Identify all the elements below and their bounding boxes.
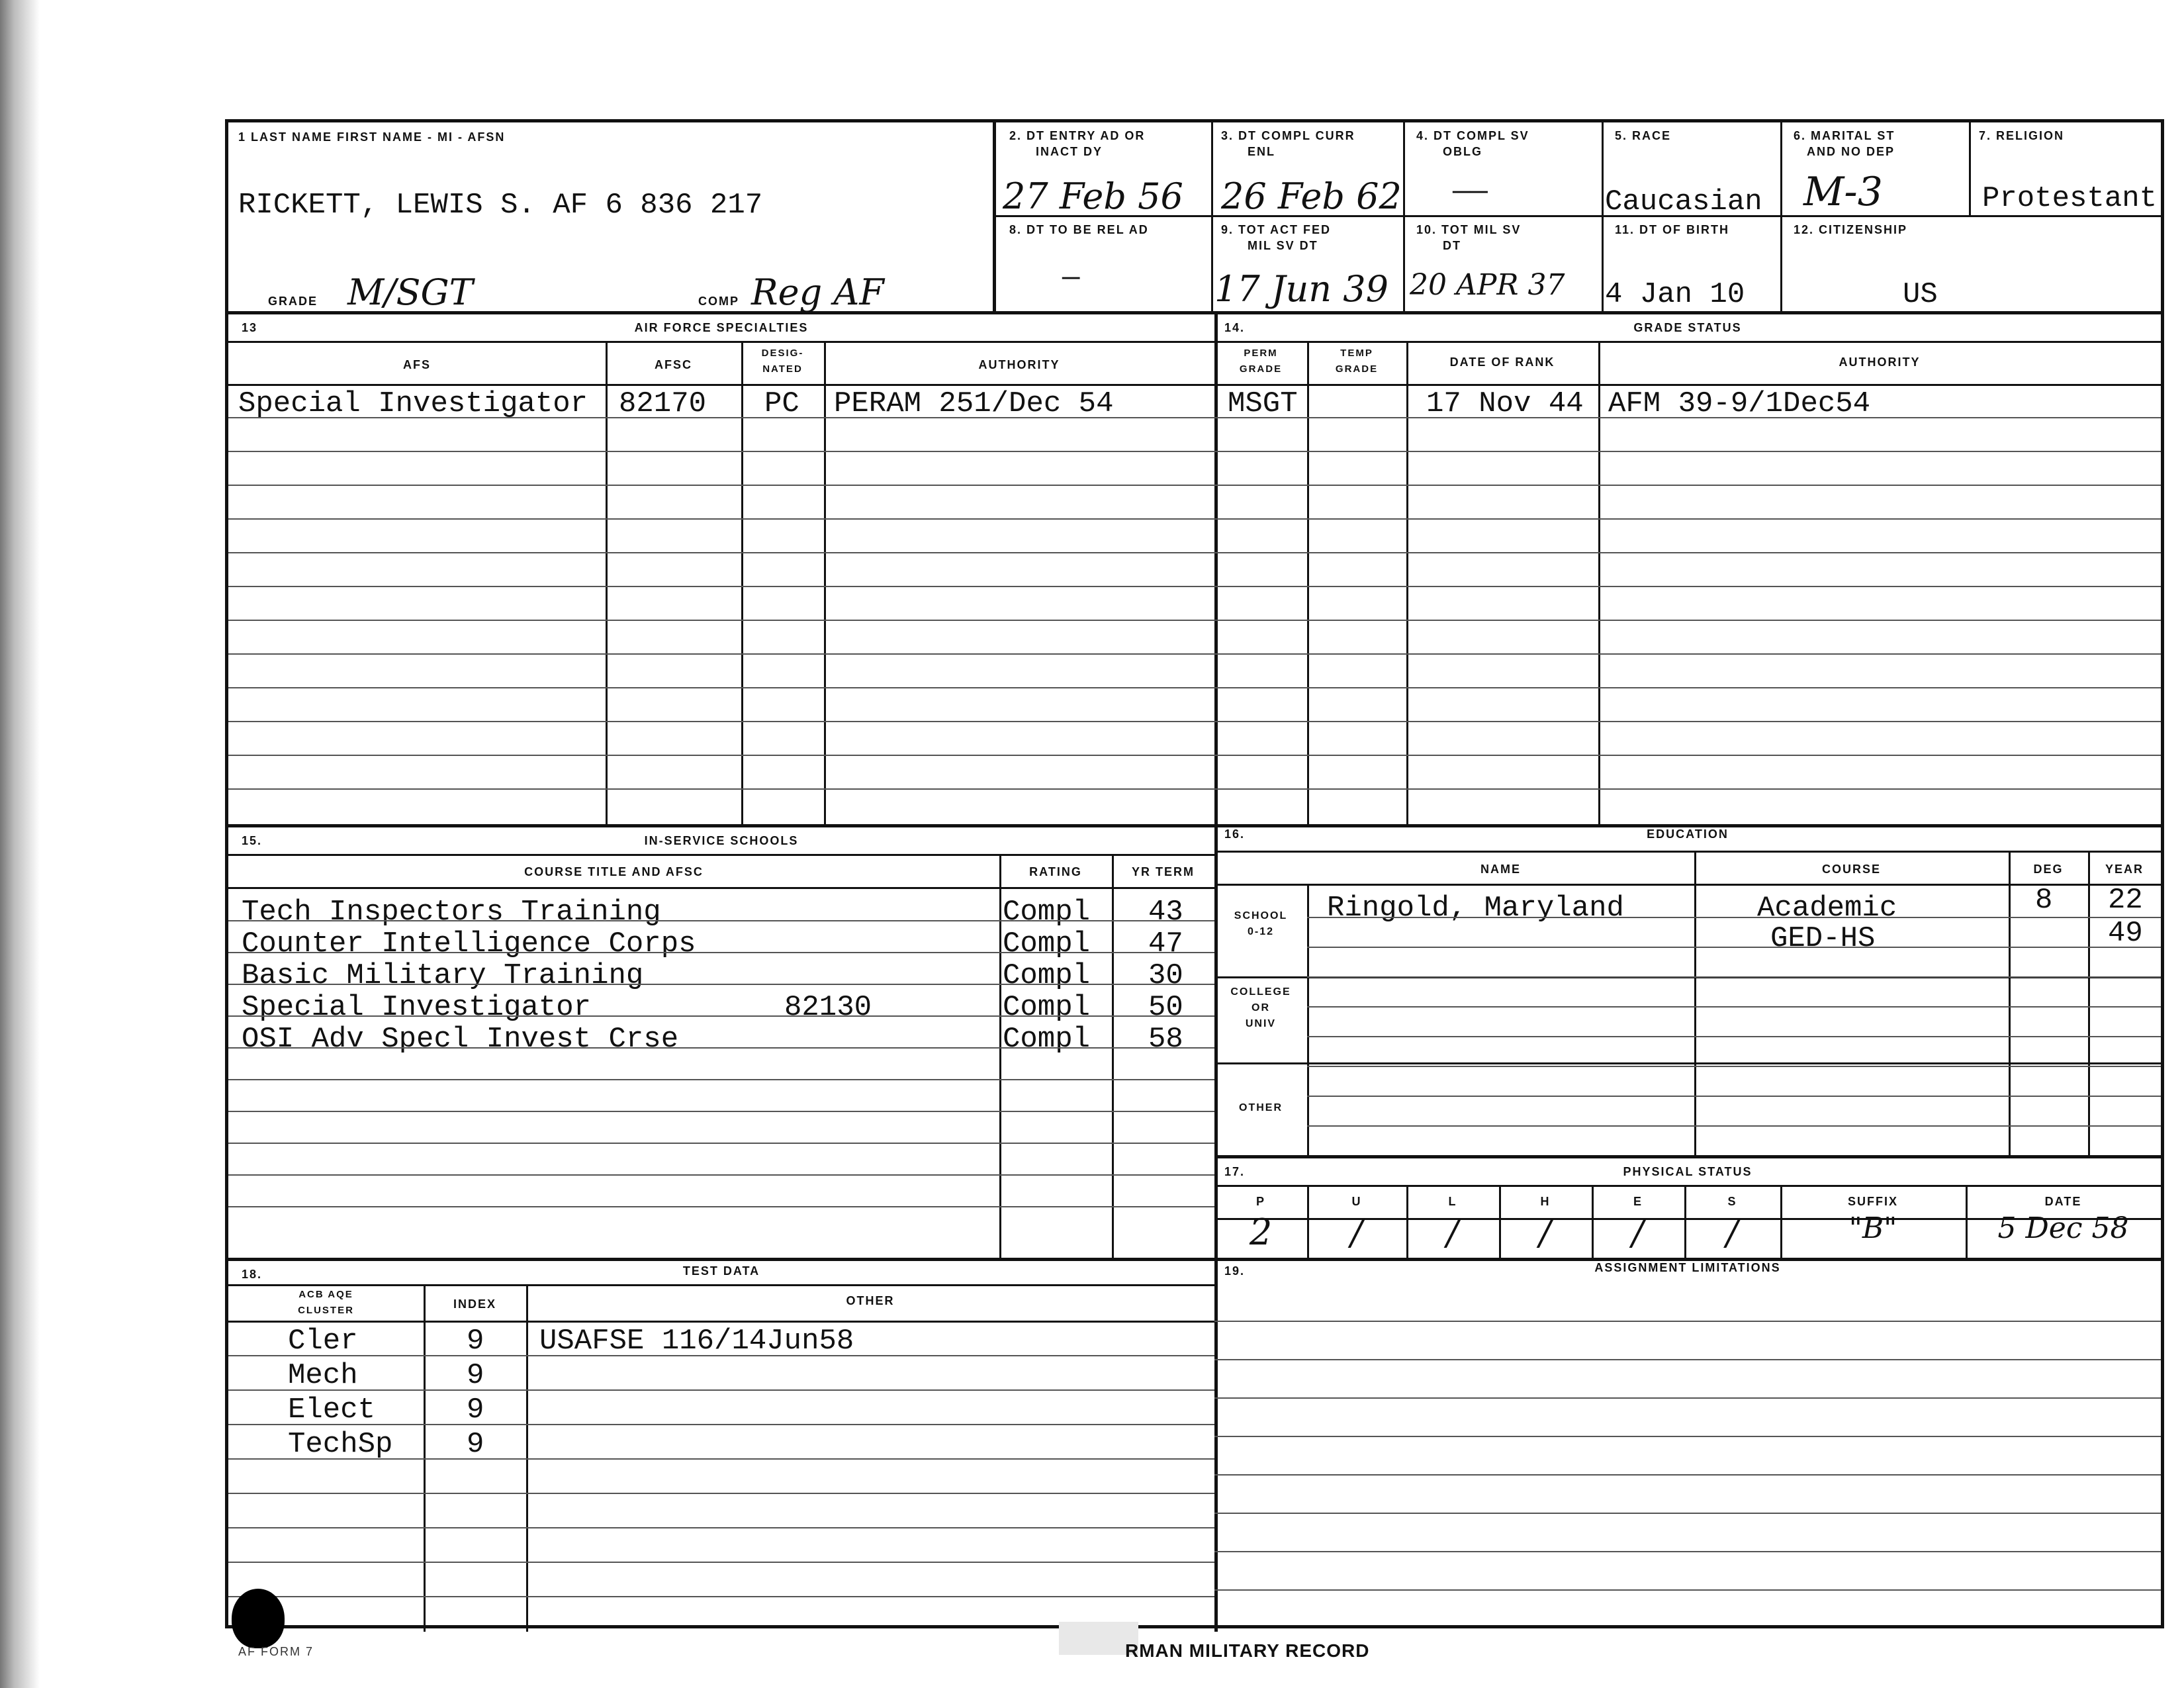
sec15-row3-yr: 30: [1148, 959, 1183, 992]
tot-mil-label-2: DT: [1443, 239, 1461, 252]
sec14-row1-date: 17 Nov 44: [1426, 387, 1584, 420]
sec18-subheader-rule: [228, 1284, 1214, 1286]
sec15-row-rule-9: [228, 1174, 1214, 1176]
sec17-value-s: /: [1726, 1211, 1739, 1253]
sec13-14-row-rule-3: [228, 485, 2161, 486]
sec16-title: EDUCATION: [1647, 827, 1729, 841]
sec14-col-date: DATE OF RANK: [1449, 355, 1555, 369]
sec18-row-rule-7: [228, 1562, 1214, 1563]
sec14-col-div-1: [1307, 341, 1309, 824]
sec13-14-row-rule-4: [228, 518, 2161, 520]
sec14-col-perm-2: GRADE: [1239, 363, 1283, 375]
religion-value: Protestant: [1982, 182, 2158, 215]
sec18-row4-cluster: TechSp: [288, 1428, 393, 1461]
dt-compl-curr-label-2: ENL: [1248, 145, 1275, 158]
sec13-14-row-rule-9: [228, 687, 2161, 688]
header-divider-2: [1211, 122, 1213, 314]
sec15-row4-afsc: 82130: [784, 991, 872, 1024]
sec17-num: 17.: [1224, 1165, 1246, 1178]
marital-label-1: 6. MARITAL ST: [1794, 129, 1895, 142]
sec16-row-rule-5: [1307, 1036, 2161, 1037]
sec15-row-rule-10: [228, 1206, 1214, 1207]
sec19-row-rule-6: [1214, 1513, 2161, 1514]
grade-label: GRADE: [268, 295, 318, 308]
sec18-row4-index: 9: [467, 1428, 484, 1461]
sec19-title: ASSIGNMENT LIMITATIONS: [1594, 1261, 1781, 1274]
sec14-num: 14.: [1224, 321, 1246, 334]
sec13-col-div-2: [741, 341, 743, 824]
footer-record-title: RMAN MILITARY RECORD: [1125, 1640, 1370, 1661]
sec16-col-div-2: [1694, 851, 1696, 1155]
sec15-num: 15.: [242, 834, 263, 847]
sec13-col-desig-1: DESIG-: [761, 348, 804, 359]
sec18-col-other: OTHER: [846, 1294, 895, 1307]
comp-value: Reg AF: [751, 271, 884, 313]
sec14-col-temp-2: GRADE: [1335, 363, 1379, 375]
sec16-row-rule-6: [1307, 1066, 2161, 1067]
header-bottom-rule: [228, 311, 2161, 314]
sec15-row1-yr: 43: [1148, 896, 1183, 929]
sec19-row-rule-3: [1214, 1397, 2161, 1399]
sec16-school-name: Ringold, Maryland: [1327, 892, 1624, 925]
sec17-col-p: P: [1255, 1195, 1265, 1208]
citizenship-label: 12. CITIZENSHIP: [1794, 223, 1908, 236]
sec17-value-l: /: [1446, 1211, 1459, 1253]
sec13-col-div-3: [824, 341, 826, 824]
sec15-colheader-rule: [228, 887, 1214, 889]
sec16-colheader-rule: [1214, 884, 2161, 886]
sec16-school-label-1: SCHOOL: [1234, 910, 1288, 921]
sec16-school-label-2: 0-12: [1247, 926, 1275, 937]
sec15-row3-rating: Compl: [1003, 959, 1091, 992]
sec15-row-rule-3: [228, 984, 1214, 985]
sec15-row5-course: OSI Adv Specl Invest Crse: [242, 1023, 679, 1056]
dt-entry-value: 27 Feb 56: [1003, 175, 1183, 217]
sec17-value-u: /: [1350, 1211, 1363, 1253]
sec14-col-div-2: [1406, 341, 1408, 824]
sec14-col-temp-1: TEMP: [1340, 348, 1373, 359]
sec13-col-authority: AUTHORITY: [978, 358, 1060, 371]
sec16-school-course-1: Academic: [1757, 892, 1897, 925]
sec19-row-rule-7: [1214, 1551, 2161, 1552]
grade-value: M/SGT: [347, 271, 473, 313]
sec18-col-cluster-2: CLUSTER: [298, 1305, 354, 1316]
sec16-col-name: NAME: [1480, 863, 1521, 876]
comp-label: COMP: [698, 295, 739, 308]
sec15-row-rule-8: [228, 1143, 1214, 1144]
sec18-num: 18.: [242, 1268, 263, 1281]
header-divider-4: [1602, 122, 1604, 314]
sec16-row-rule-7: [1307, 1096, 2161, 1097]
sec17-value-p: 2: [1249, 1211, 1273, 1253]
sec15-row-rule-2: [228, 952, 1214, 953]
sec13-14-row-rule-2: [228, 451, 2161, 452]
sec13-col-desig-2: NATED: [762, 363, 803, 375]
tot-act-label-2: MIL SV DT: [1248, 239, 1318, 252]
sec15-row-rule-6: [228, 1079, 1214, 1080]
sec15-row-rule-1: [228, 920, 1214, 921]
sec15-row5-rating: Compl: [1003, 1023, 1091, 1056]
header-divider-3: [1403, 122, 1405, 314]
sec13-col-afsc: AFSC: [655, 358, 692, 371]
marital-label-2: AND NO DEP: [1807, 145, 1895, 158]
sec13-col-div-1: [606, 341, 608, 824]
sec13-14-row-rule-12: [228, 788, 2161, 790]
dt-entry-label-1: 2. DT ENTRY AD OR: [1009, 129, 1146, 142]
sec19-row-rule-5: [1214, 1474, 2161, 1476]
sec13-14-row-rule-8: [228, 653, 2161, 655]
sec13-14-row-rule-11: [228, 755, 2161, 756]
sec15-row2-course: Counter Intelligence Corps: [242, 927, 696, 961]
sec18-row-rule-2: [228, 1389, 1214, 1391]
sec17-col-e: E: [1633, 1195, 1643, 1208]
sec15-row4-rating: Compl: [1003, 991, 1091, 1024]
sec17-top-rule: [1214, 1155, 2161, 1158]
sec18-title: TEST DATA: [682, 1264, 760, 1278]
sec15-col-div-1: [999, 854, 1001, 1258]
sec14-col-authority: AUTHORITY: [1839, 355, 1921, 369]
sec13-14-row-rule-1: [228, 417, 2161, 418]
sec19-row-rule-2: [1214, 1359, 2161, 1360]
sec16-row-rule-3: [1307, 976, 2161, 978]
sec15-subheader-rule: [228, 854, 1214, 856]
sec14-row1-perm: MSGT: [1228, 387, 1298, 420]
sec16-college-label-2: OR: [1251, 1002, 1270, 1013]
sec13-14-row-rule-10: [228, 721, 2161, 722]
sec15-row-rule-7: [228, 1111, 1214, 1112]
sec18-row-rule-1: [228, 1355, 1214, 1356]
sec19-row-rule-8: [1214, 1589, 2161, 1591]
sec18-row-rule-6: [228, 1527, 1214, 1528]
header-divider-6: [1969, 122, 1971, 215]
race-value: Caucasian: [1605, 185, 1762, 218]
sec16-school-year-2: 49: [2108, 917, 2143, 950]
sec15-row4-course: Special Investigator: [242, 991, 592, 1024]
dt-compl-curr-value: 26 Feb 62: [1221, 175, 1402, 217]
sec13-14-colheader-rule: [228, 384, 2161, 386]
sec13-title: AIR FORCE SPECIALTIES: [634, 321, 809, 334]
sec18-row1-other: USAFSE 116/14Jun58: [539, 1325, 854, 1358]
sec14-col-div-3: [1598, 341, 1600, 824]
sec18-row-rule-5: [228, 1493, 1214, 1494]
tot-mil-label-1: 10. TOT MIL SV: [1416, 223, 1522, 236]
name-label: 1 LAST NAME FIRST NAME - MI - AFSN: [238, 130, 506, 144]
sec14-row1-authority: AFM 39-9/1Dec54: [1608, 387, 1871, 420]
sec14-title: GRADE STATUS: [1633, 321, 1742, 334]
sec15-row5-yr: 58: [1148, 1023, 1183, 1056]
sec13-14-row-rule-5: [228, 552, 2161, 553]
sec13-row1-afsc: 82170: [619, 387, 707, 420]
sec15-row-rule-4: [228, 1015, 1214, 1017]
sec15-row2-rating: Compl: [1003, 927, 1091, 961]
sec15-row2-yr: 47: [1148, 927, 1183, 961]
sec17-col-date: DATE: [2044, 1195, 2082, 1208]
ink-blot: [232, 1589, 285, 1648]
sec18-row1-cluster: Cler: [288, 1325, 358, 1358]
sec16-other-label: OTHER: [1239, 1102, 1283, 1113]
sec15-row3-course: Basic Military Training: [242, 959, 644, 992]
sec16-college-label-1: COLLEGE: [1230, 986, 1291, 998]
sec18-colheader-rule: [228, 1321, 1214, 1323]
sec16-college-bottom-rule: [1214, 1062, 2161, 1064]
dt-compl-sv-label-1: 4. DT COMPL SV: [1416, 129, 1529, 142]
dt-compl-curr-label-1: 3. DT COMPL CURR: [1221, 129, 1355, 142]
tot-act-label-1: 9. TOT ACT FED: [1221, 223, 1332, 236]
sec13-row1-afs: Special Investigator: [238, 387, 588, 420]
marital-value: M-3: [1803, 169, 1883, 215]
sec18-row3-cluster: Elect: [288, 1393, 376, 1427]
dt-compl-sv-label-2: OBLG: [1443, 145, 1482, 158]
citizenship-value: US: [1903, 278, 1938, 311]
sec17-value-date: 5 Dec 58: [1997, 1211, 2129, 1245]
sec18-row3-index: 9: [467, 1393, 484, 1427]
sec18-row2-index: 9: [467, 1359, 484, 1392]
sec18-row1-index: 9: [467, 1325, 484, 1358]
sec19-row-rule-4: [1214, 1436, 2161, 1437]
sec17-col-l: L: [1448, 1195, 1457, 1208]
sec18-row2-cluster: Mech: [288, 1359, 358, 1392]
tot-mil-value: 20 APR 37: [1410, 268, 1565, 302]
sec17-value-h: /: [1539, 1211, 1552, 1253]
header-divider-5: [1780, 122, 1782, 314]
sec15-row1-course: Tech Inspectors Training: [242, 896, 661, 929]
sec17-subheader-rule: [1214, 1185, 2161, 1187]
dt-rel-value: —: [1062, 261, 1080, 295]
sec18-row-rule-8: [228, 1596, 1214, 1597]
sec13-row1-authority: PERAM 251/Dec 54: [834, 387, 1114, 420]
dob-label: 11. DT OF BIRTH: [1615, 223, 1730, 236]
sec18-col-index: INDEX: [453, 1297, 496, 1311]
dt-compl-sv-value: ——: [1453, 175, 1488, 209]
sec16-row-rule-4: [1307, 1006, 2161, 1008]
sec16-col-year: YEAR: [2105, 863, 2144, 876]
sec16-num: 16.: [1224, 827, 1246, 841]
sec13-14-row-rule-7: [228, 620, 2161, 621]
center-divider: [1214, 314, 1218, 1632]
sec16-college-label-3: UNIV: [1245, 1018, 1277, 1029]
sec18-col-cluster-1: ACB AQE: [298, 1289, 353, 1300]
sec17-value-e: /: [1631, 1211, 1645, 1253]
sec16-row-rule-8: [1307, 1125, 2161, 1127]
sec16-school-year-1: 22: [2108, 884, 2143, 917]
tot-act-value: 17 Jun 39: [1214, 268, 1388, 310]
sec13-num: 13: [242, 321, 258, 334]
sec16-col-deg: DEG: [2033, 863, 2064, 876]
sec15-row-rule-5: [228, 1047, 1214, 1049]
sec13-row1-desig: PC: [764, 387, 799, 420]
sec16-school-course-2: GED-HS: [1770, 922, 1876, 955]
sec15-row1-rating: Compl: [1003, 896, 1091, 929]
name-value: RICKETT, LEWIS S. AF 6 836 217: [238, 189, 763, 222]
sec15-row4-yr: 50: [1148, 991, 1183, 1024]
sec13-col-afs: AFS: [403, 358, 431, 371]
sec17-col-s: S: [1727, 1195, 1737, 1208]
sec14-col-perm-1: PERM: [1244, 348, 1278, 359]
footer-form-number: AF FORM 7: [238, 1645, 314, 1658]
sec15-col-yr: YR TERM: [1132, 865, 1195, 878]
sec15-col-course: COURSE TITLE AND AFSC: [524, 865, 704, 878]
sec16-col-div-1: [1307, 884, 1309, 1155]
sec16-row-rule-1: [1307, 917, 2161, 918]
dob-value: 4 Jan 10: [1605, 278, 1745, 311]
sec19-row-rule-1: [1214, 1321, 2161, 1322]
sec17-title: PHYSICAL STATUS: [1623, 1165, 1752, 1178]
sec17-value-suffix: "B": [1848, 1211, 1897, 1245]
sec17-col-suffix: SUFFIX: [1847, 1195, 1898, 1208]
sec17-col-h: H: [1540, 1195, 1551, 1208]
sec13-14-subheader-rule: [228, 341, 2161, 343]
religion-label: 7. RELIGION: [1979, 129, 2065, 142]
race-label: 5. RACE: [1615, 129, 1672, 142]
sec17-col-u: U: [1351, 1195, 1362, 1208]
sec16-school-deg: 8: [2035, 884, 2053, 917]
sec15-title: IN-SERVICE SCHOOLS: [644, 834, 799, 847]
form-frame: [225, 119, 2164, 1628]
sec15-col-rating: RATING: [1029, 865, 1082, 878]
header-divider-1: [993, 122, 996, 314]
sec18-row-rule-3: [228, 1424, 1214, 1425]
sec16-col-div-3: [2009, 851, 2011, 1155]
sec18-row-rule-4: [228, 1458, 1214, 1460]
sec16-row-rule-2: [1307, 947, 2161, 948]
sec16-col-course: COURSE: [1821, 863, 1881, 876]
sec15-col-div-2: [1112, 854, 1114, 1258]
sec13-14-row-rule-6: [228, 586, 2161, 587]
dt-rel-label: 8. DT TO BE REL AD: [1009, 223, 1149, 236]
sec16-col-div-4: [2088, 851, 2090, 1155]
sec19-num: 19.: [1224, 1264, 1246, 1278]
sec16-subheader-rule: [1214, 851, 2161, 853]
dt-entry-label-2: INACT DY: [1036, 145, 1103, 158]
scan-edge-shadow: [0, 0, 40, 1688]
